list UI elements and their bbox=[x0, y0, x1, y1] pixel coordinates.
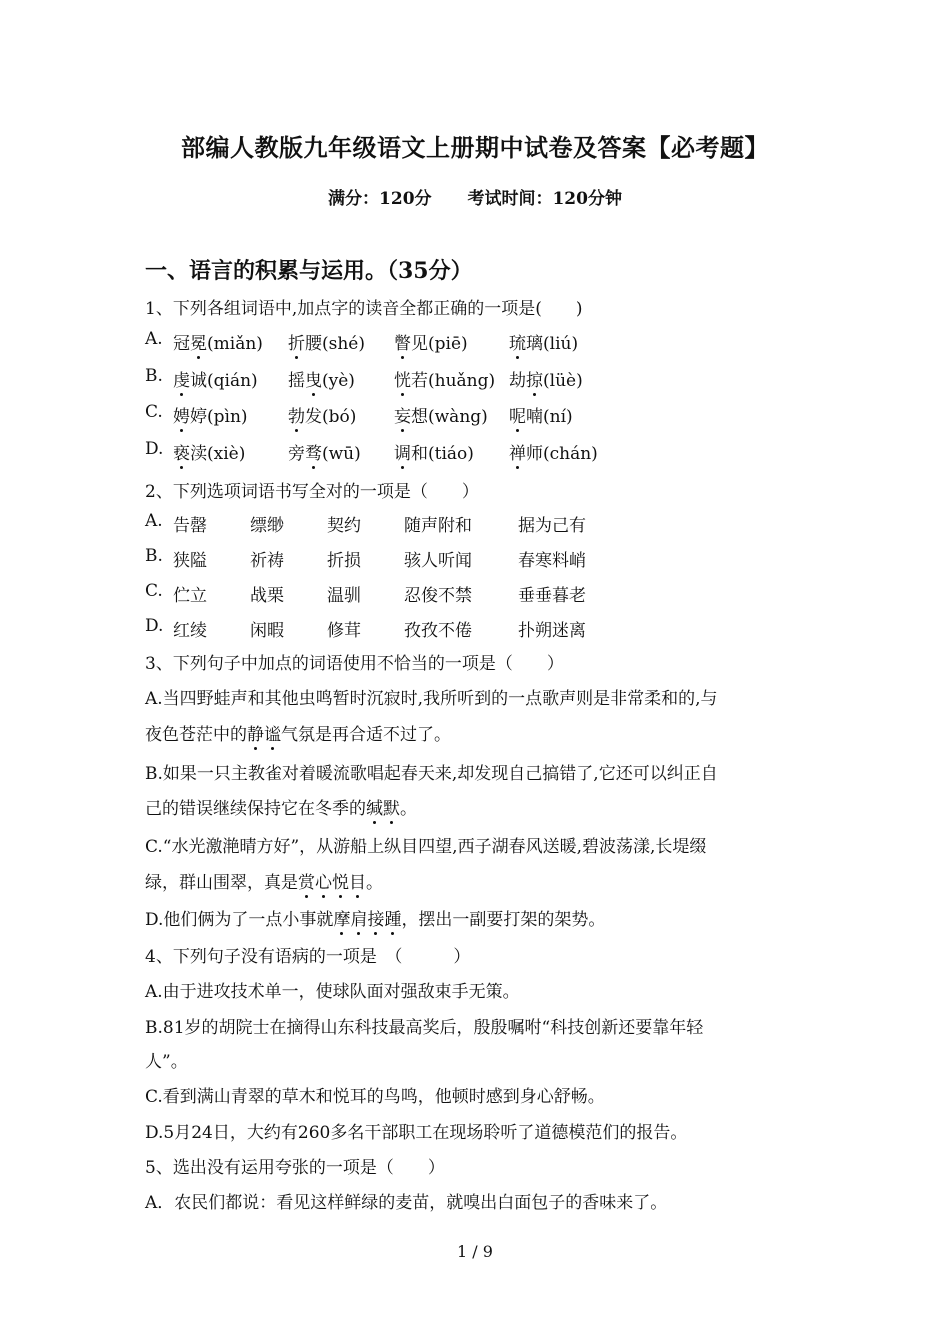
text: 气氛是再合适不过了。 bbox=[281, 725, 451, 745]
text: 。 bbox=[366, 873, 383, 893]
vocab-word: 忍俊不禁 bbox=[404, 586, 472, 606]
pinyin-word: 恍若(huǎng) bbox=[394, 366, 495, 391]
q2-stem: 2、下列选项词语书写全对的一项是（ ） bbox=[145, 482, 479, 502]
pinyin-word: 瞥见(piē) bbox=[394, 329, 468, 354]
dotted-word: 赏心悦目 bbox=[298, 873, 366, 893]
vocab-word: 伫立 bbox=[173, 586, 207, 606]
dotted-char: 妄 bbox=[394, 402, 411, 427]
text: 绿，群山围翠，真是 bbox=[145, 873, 298, 893]
pinyin-word: 妄想(wàng) bbox=[394, 402, 488, 427]
q4-option-d: D.5月24日，大约有260多名干部职工在现场聆听了道德模范们的报告。 bbox=[145, 1123, 688, 1143]
option-label: C. bbox=[145, 581, 163, 601]
dotted-word: 静谧 bbox=[247, 725, 281, 745]
dotted-char: 虔 bbox=[173, 366, 190, 391]
dotted-char: 骛 bbox=[305, 439, 322, 464]
pinyin-word: 摇曳(yè) bbox=[288, 366, 355, 391]
q4-option-a: A.由于进攻技术单一，使球队面对强敌束手无策。 bbox=[145, 982, 520, 1002]
vocab-word: 缥缈 bbox=[250, 516, 284, 536]
text: D.他们俩为了一点小事就 bbox=[145, 910, 334, 930]
vocab-word: 折损 bbox=[327, 551, 361, 571]
q3-stem: 3、下列句子中加点的词语使用不恰当的一项是（ ） bbox=[145, 654, 564, 674]
option-label: B. bbox=[145, 546, 163, 566]
q4-option-b-line2: 人”。 bbox=[145, 1052, 188, 1072]
pinyin-word: 冠冕(miǎn) bbox=[173, 329, 263, 354]
dotted-char: 冕 bbox=[190, 329, 207, 354]
option-label: D. bbox=[145, 616, 164, 636]
pinyin-word: 折腰(shé) bbox=[288, 329, 365, 354]
text: 己的错误继续保持它在冬季的 bbox=[145, 799, 366, 819]
dotted-char: 娉 bbox=[173, 402, 190, 427]
dotted-char: 勃 bbox=[288, 402, 305, 427]
vocab-word: 随声附和 bbox=[404, 516, 472, 536]
q3-option-d bbox=[145, 905, 605, 930]
q4-option-c: C.看到满山青翠的草木和悦耳的鸟鸣，他顿时感到身心舒畅。 bbox=[145, 1087, 605, 1107]
pinyin-word: 勃发(bó) bbox=[288, 402, 356, 427]
exam-time: 考试时间：120分钟 bbox=[467, 189, 622, 209]
dotted-char: 瞥 bbox=[394, 329, 411, 354]
dotted-char: 呢 bbox=[509, 402, 526, 427]
vocab-word: 温驯 bbox=[327, 586, 361, 606]
dotted-char: 琉 bbox=[509, 329, 526, 354]
q5-option-a: A．农民们都说：看见这样鲜绿的麦苗，就嗅出白面包子的香味来了。 bbox=[145, 1193, 668, 1213]
vocab-word: 红绫 bbox=[173, 621, 207, 641]
dotted-char: 折 bbox=[288, 329, 305, 354]
dotted-word: 摩肩接踵 bbox=[333, 910, 401, 930]
vocab-word: 春寒料峭 bbox=[518, 551, 586, 571]
pinyin-word: 琉璃(liú) bbox=[509, 329, 578, 354]
dotted-char: 恍 bbox=[394, 366, 411, 391]
vocab-word: 闲暇 bbox=[250, 621, 284, 641]
option-label: C. bbox=[145, 402, 163, 422]
full-score: 满分：120分 bbox=[328, 189, 432, 209]
vocab-word: 据为己有 bbox=[518, 516, 586, 536]
vocab-word: 契约 bbox=[327, 516, 361, 536]
q4-option-b-line1: B.81岁的胡院士在摘得山东科技最高奖后，殷殷嘱咐“科技创新还要靠年轻 bbox=[145, 1018, 704, 1038]
dotted-char: 掠 bbox=[526, 366, 543, 391]
vocab-word: 骇人听闻 bbox=[404, 551, 472, 571]
pinyin-word: 娉婷(pìn) bbox=[173, 402, 248, 427]
page-number: 1 / 9 bbox=[457, 1242, 493, 1261]
pinyin-word: 禅师(chán) bbox=[509, 439, 598, 464]
vocab-word: 祈祷 bbox=[250, 551, 284, 571]
pinyin-word: 虔诚(qián) bbox=[173, 366, 258, 391]
q3-option-b-line1: B.如果一只主教雀对着暖流歌唱起春天来,却发现自己搞错了,它还可以纠正自 bbox=[145, 764, 718, 784]
text: 。 bbox=[400, 799, 417, 819]
dotted-word: 缄默 bbox=[366, 799, 400, 819]
pinyin-word: 亵渎(xiè) bbox=[173, 439, 245, 464]
text: ，摆出一副要打架的架势。 bbox=[401, 910, 606, 930]
dotted-char: 禅 bbox=[509, 439, 526, 464]
page-title: 部编人教版九年级语文上册期中试卷及答案【必考题】 bbox=[181, 133, 769, 162]
q3-option-a-line2 bbox=[145, 720, 451, 745]
exam-meta bbox=[0, 184, 950, 209]
q3-option-b-line2 bbox=[145, 794, 417, 819]
vocab-word: 孜孜不倦 bbox=[404, 621, 472, 641]
q5-stem: 5、选出没有运用夸张的一项是（ ） bbox=[145, 1158, 445, 1178]
option-label: B. bbox=[145, 366, 163, 386]
vocab-word: 修茸 bbox=[327, 621, 361, 641]
q3-option-c-line1: C.“水光激滟晴方好”，从游船上纵目四望,西子湖春风送暖,碧波荡漾,长堤缀 bbox=[145, 837, 707, 857]
dotted-char: 亵 bbox=[173, 439, 190, 464]
vocab-word: 垂垂暮老 bbox=[518, 586, 586, 606]
option-label: A. bbox=[145, 511, 163, 531]
vocab-word: 告罄 bbox=[173, 516, 207, 536]
dotted-char: 曳 bbox=[305, 366, 322, 391]
section-heading: 一、语言的积累与运用。（35分） bbox=[145, 258, 473, 284]
q1-stem: 1、下列各组词语中,加点字的读音全都正确的一项是( ) bbox=[145, 299, 583, 319]
text: 夜色苍茫中的 bbox=[145, 725, 247, 745]
vocab-word: 狭隘 bbox=[173, 551, 207, 571]
q4-stem: 4、下列句子没有语病的一项是 （ ） bbox=[145, 947, 471, 967]
pinyin-word: 呢喃(ní) bbox=[509, 402, 573, 427]
vocab-word: 战栗 bbox=[250, 586, 284, 606]
q3-option-a-line1: A.当四野蛙声和其他虫鸣暂时沉寂时,我所听到的一点歌声则是非常柔和的,与 bbox=[145, 689, 718, 709]
pinyin-word: 调和(tiáo) bbox=[394, 439, 474, 464]
option-label: A. bbox=[145, 329, 163, 349]
pinyin-word: 旁骛(wū) bbox=[288, 439, 361, 464]
option-label: D. bbox=[145, 439, 164, 459]
dotted-char: 调 bbox=[394, 439, 411, 464]
vocab-word: 扑朔迷离 bbox=[518, 621, 586, 641]
pinyin-word: 劫掠(lüè) bbox=[509, 366, 583, 391]
q3-option-c-line2 bbox=[145, 868, 383, 893]
